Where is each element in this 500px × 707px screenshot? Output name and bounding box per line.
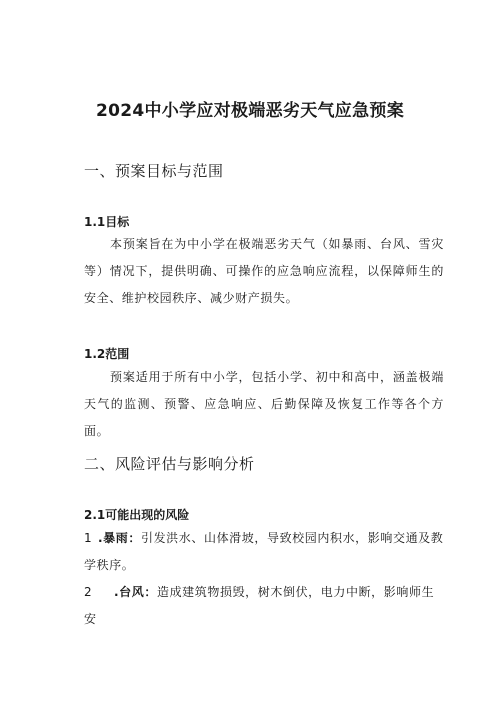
list-number: 1 <box>84 531 93 545</box>
list-item-rainstorm <box>84 525 446 579</box>
paragraph-scope: 预案适用于所有中小学，包括小学、初中和高中，涵盖极端天气的监测、预警、应急响应、后勤保障及恢复工作等各个方面。 <box>84 370 444 438</box>
list-text: 造成建筑物损毁，树木倒伏，电力中断，影响师生安 <box>84 585 435 626</box>
list-text: 引发洪水、山体滑坡，导致校园内积水，影响交通及教学秩序。 <box>84 531 444 572</box>
subsection-heading-goal: 1.1目标 <box>84 215 130 229</box>
document-title: 2024中小学应对极端恶劣天气应急预案 <box>95 101 404 121</box>
list-item-typhoon <box>84 579 446 633</box>
list-number: 2 <box>84 585 93 599</box>
section-heading-risk-assessment: 二、风险评估与影响分析 <box>84 455 255 473</box>
list-term: .台风： <box>114 585 157 599</box>
subsection-heading-risks: 2.1可能出现的风险 <box>84 508 190 522</box>
section-heading-goals-scope: 一、预案目标与范围 <box>84 162 224 180</box>
paragraph-goal: 本预案旨在为中小学在极端恶劣天气（如暴雨、台风、雪灾等）情况下，提供明确、可操作的应急响应流程，以保障师生的安全、维护校园秩序、减少财产损失。 <box>84 237 444 305</box>
list-term: .暴雨： <box>98 531 141 545</box>
subsection-heading-scope: 1.2范围 <box>84 347 130 361</box>
